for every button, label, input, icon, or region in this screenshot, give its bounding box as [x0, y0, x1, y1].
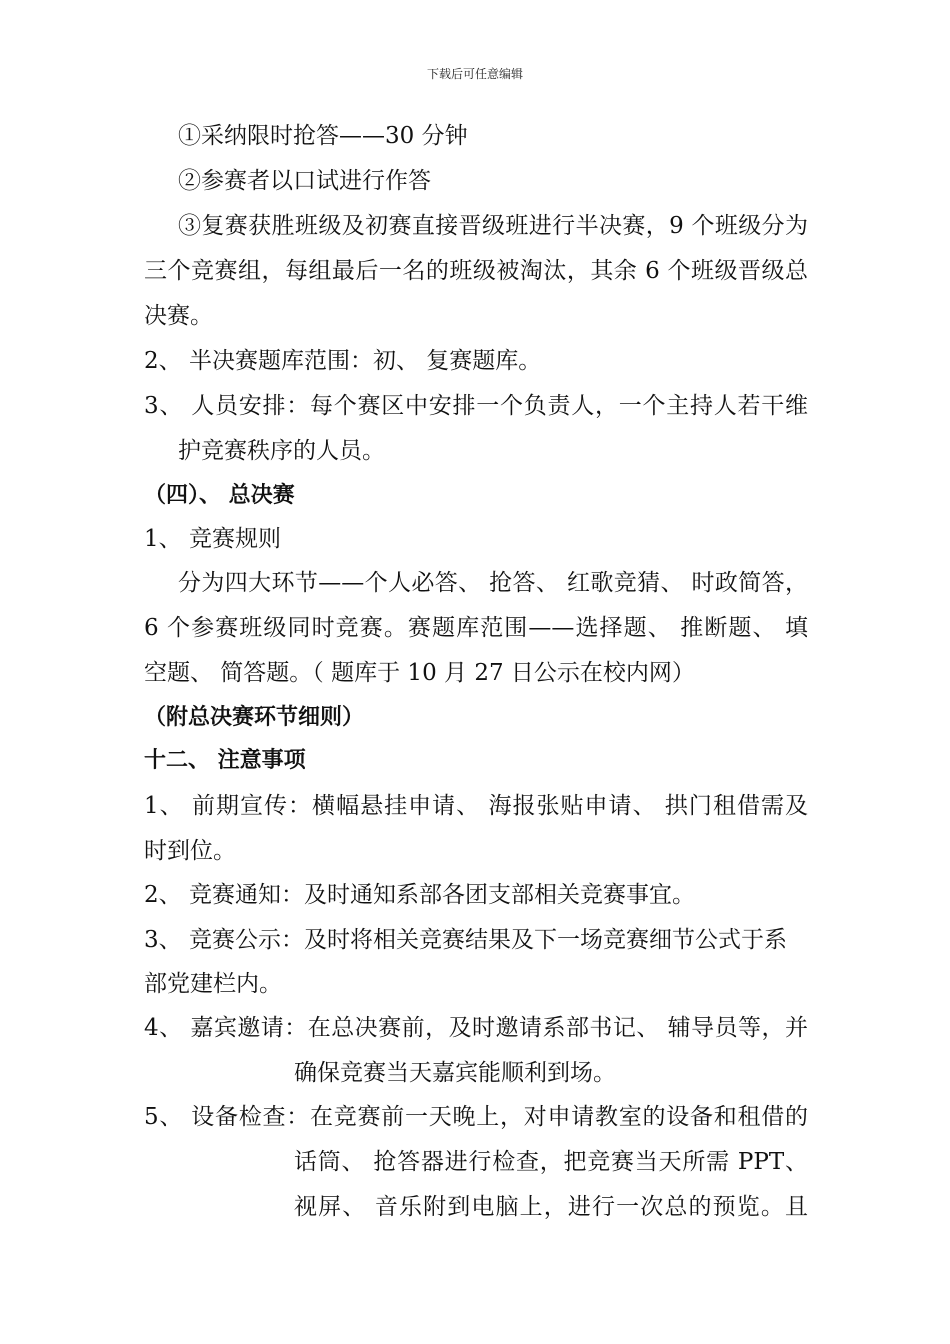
text-line: 三个竞赛组，每组最后一名的班级被淘汰，其余 6 个班级晋级总: [144, 258, 808, 284]
text-line: 确保竞赛当天嘉宾能顺利到场。: [294, 1060, 616, 1086]
text-line: 部党建栏内。: [144, 971, 282, 997]
section-heading: 十二、 注意事项: [144, 748, 306, 773]
text-line: ②参赛者以口试进行作答: [178, 168, 431, 194]
text-line: 时到位。: [144, 838, 236, 864]
text-line: ①采纳限时抢答——30 分钟: [178, 123, 468, 149]
section-heading: （附总决赛环节细则）: [144, 705, 365, 730]
page-header: 下载后可任意编辑: [426, 67, 523, 81]
list-item: 1、 竞赛规则: [144, 526, 281, 552]
list-item: 4、 嘉宾邀请：在总决赛前，及时邀请系部书记、 辅导员等，并: [144, 1015, 808, 1041]
text-line: 空题、 简答题。（ 题库于 10 月 27 日公示在校内网）: [144, 660, 695, 686]
list-item: 3、 竞赛公示：及时将相关竞赛结果及下一场竞赛细节公式于系: [144, 927, 787, 953]
text-line: ③复赛获胜班级及初赛直接晋级班进行半决赛，9 个班级分为: [178, 213, 808, 239]
list-item: 2、 半决赛题库范围：初、 复赛题库。: [144, 348, 542, 374]
text-line: 决赛。: [144, 303, 213, 329]
list-item: 1、 前期宣传：横幅悬挂申请、 海报张贴申请、 拱门租借需及: [144, 793, 808, 819]
list-item: 2、 竞赛通知：及时通知系部各团支部相关竞赛事宜。: [144, 882, 695, 908]
text-line: 话筒、 抢答器进行检查，把竞赛当天所需 PPT、: [294, 1149, 808, 1175]
text-line: 护竞赛秩序的人员。: [178, 438, 385, 464]
section-heading: （四）、 总决赛: [144, 483, 295, 508]
list-item: 3、 人员安排：每个赛区中安排一个负责人，一个主持人若干维: [144, 393, 808, 419]
text-line: 视屏、 音乐附到电脑上，进行一次总的预览。且: [294, 1194, 808, 1220]
text-line: 分为四大环节——个人必答、 抢答、 红歌竞猜、 时政简答，: [178, 570, 808, 596]
text-line: 6 个参赛班级同时竞赛。赛题库范围——选择题、 推断题、 填: [144, 615, 808, 641]
list-item: 5、 设备检查：在竞赛前一天晚上，对申请教室的设备和租借的: [144, 1104, 808, 1130]
